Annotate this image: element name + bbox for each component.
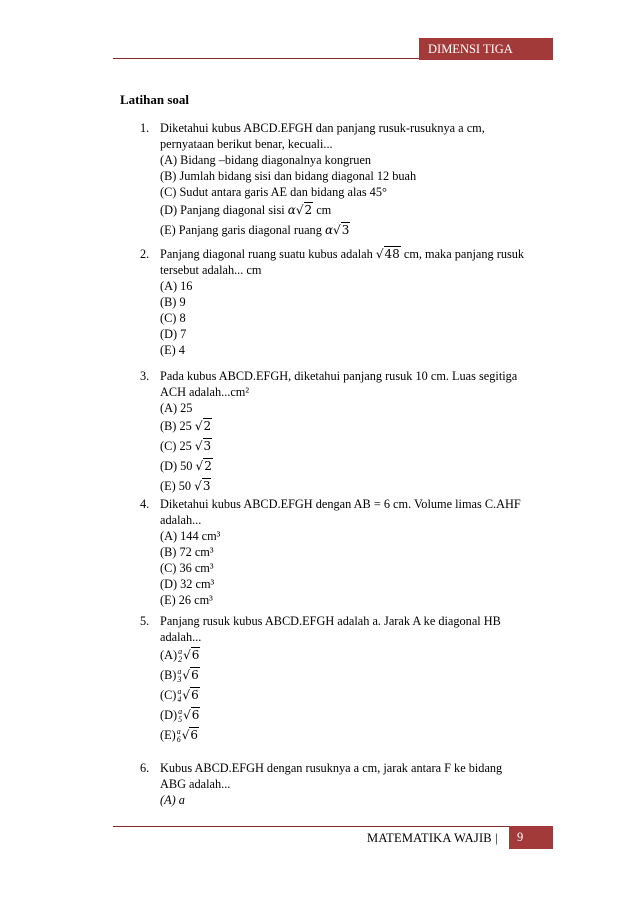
sqrt-symbol: √6	[182, 688, 199, 702]
option-text: (D)	[160, 708, 178, 722]
option: (A) Bidang –bidang diagonalnya kongruen	[160, 153, 372, 167]
option: (B) Jumlah bidang sisi dan bidang diagonal 12 buah	[160, 169, 417, 183]
option: (C) 36 cm³	[160, 561, 214, 575]
fraction-denominator: 5	[178, 715, 183, 725]
fraction	[178, 648, 182, 664]
option: (B) 72 cm³	[160, 545, 214, 559]
option: (E) 4	[160, 343, 185, 357]
fraction	[177, 688, 181, 704]
radicand: 6	[191, 668, 199, 682]
option	[160, 645, 550, 665]
option-text: (E) 50	[160, 479, 192, 493]
option-list	[160, 528, 550, 608]
stem-line: adalah...	[160, 630, 202, 644]
question-stem	[160, 496, 550, 528]
math-variable: α	[287, 203, 296, 217]
option	[160, 436, 550, 456]
option: (B) 9	[160, 295, 186, 309]
radicand: 6	[190, 728, 198, 742]
sqrt-symbol: √6	[182, 668, 199, 682]
option-text: (C) 25	[160, 439, 192, 453]
stem-line: ABG adalah...	[160, 777, 231, 791]
section-title: Latihan soal	[120, 92, 189, 107]
question-1	[120, 120, 550, 240]
question-number: 2.	[140, 247, 150, 261]
radicand: 6	[191, 708, 200, 722]
option: (D) 32 cm³	[160, 577, 215, 591]
option-text: (B)	[160, 668, 177, 682]
math-variable: α	[324, 223, 334, 237]
question-stem	[160, 613, 550, 645]
question-stem	[160, 120, 550, 152]
unit-text: cm	[316, 203, 332, 217]
stem-line	[160, 246, 550, 262]
radicand: 2	[204, 459, 212, 473]
sqrt-symbol: √2	[195, 459, 212, 473]
header-rule	[113, 58, 419, 59]
question-number: 3.	[140, 369, 150, 383]
option-text: (A)	[160, 648, 178, 662]
option-text: (D) Panjang diagonal sisi	[160, 203, 285, 217]
page-number: 9	[509, 826, 553, 849]
option	[160, 456, 550, 476]
stem-line: adalah...	[160, 513, 202, 527]
sqrt-symbol: √6	[181, 728, 198, 742]
sqrt-symbol: √3	[194, 479, 211, 493]
option-list	[160, 792, 550, 808]
question-number: 1.	[140, 121, 150, 135]
radicand: 3	[341, 223, 350, 237]
option-text: (E) Panjang garis diagonal ruang	[160, 223, 322, 237]
option-text: (B) 25	[160, 419, 192, 433]
sqrt-symbol: √6	[183, 708, 200, 722]
option	[160, 705, 550, 725]
sqrt-symbol: √6	[183, 648, 200, 662]
question-stem	[160, 760, 550, 792]
sqrt-symbol: √3	[194, 439, 212, 453]
radicand: 48	[384, 247, 400, 261]
stem-line: Diketahui kubus ABCD.EFGH dengan AB = 6 cm. Volume limas C.AHF	[160, 497, 521, 511]
question-number: 6.	[140, 761, 150, 775]
fraction-numerator: a	[176, 727, 181, 737]
question-stem	[160, 368, 550, 400]
radicand: 2	[304, 203, 313, 217]
option	[160, 725, 550, 745]
radicand: 6	[191, 648, 200, 662]
question-stem	[160, 246, 550, 278]
option-list	[160, 278, 550, 358]
sqrt-symbol: √2	[194, 419, 212, 433]
option: (E) 26 cm³	[160, 593, 213, 607]
stem-text: Panjang diagonal ruang suatu kubus adalah	[160, 247, 373, 261]
option: (A) 16	[160, 279, 193, 293]
radicand: 2	[203, 419, 212, 433]
stem-line: Diketahui kubus ABCD.EFGH dan panjang rusuk-rusuknya a cm,	[160, 121, 485, 135]
option: (D) 7	[160, 327, 187, 341]
option	[160, 200, 550, 220]
option: (C) Sudut antara garis AE dan bidang alas 45°	[160, 185, 387, 199]
stem-line: Pada kubus ABCD.EFGH, diketahui panjang rusuk 10 cm. Luas segitiga	[160, 369, 518, 383]
fraction-numerator: a	[178, 647, 183, 657]
option-list	[160, 400, 550, 496]
radicand: 3	[202, 479, 211, 493]
stem-line: pernyataan berikut benar, kecuali...	[160, 137, 333, 151]
option-text: (D) 50	[160, 459, 193, 473]
option	[160, 665, 550, 685]
option-list	[160, 152, 550, 240]
option	[160, 685, 550, 705]
sqrt-symbol: √3	[333, 223, 350, 237]
fraction-denominator: 6	[176, 735, 181, 745]
stem-text: cm, maka panjang rusuk	[403, 247, 525, 261]
question-number: 4.	[140, 497, 150, 511]
option-text: (E)	[160, 728, 176, 742]
fraction-numerator: a	[177, 687, 182, 697]
stem-line: Kubus ABCD.EFGH dengan rusuknya a cm, jarak antara F ke bidang	[160, 761, 503, 775]
fraction-numerator: a	[178, 707, 183, 717]
option-text: (C)	[160, 688, 177, 702]
footer-label: MATEMATIKA WAJIB |	[367, 831, 498, 845]
fraction	[177, 728, 181, 744]
option-list	[160, 645, 550, 745]
header-title: DIMENSI TIGA	[419, 38, 553, 60]
fraction	[177, 668, 181, 684]
question-6	[120, 760, 550, 808]
fraction-numerator: a	[177, 667, 182, 677]
fraction-denominator: 4	[177, 695, 182, 705]
stem-line: ACH adalah...cm²	[160, 385, 250, 399]
stem-line: Panjang rusuk kubus ABCD.EFGH adalah a. Jarak A ke diagonal HB	[160, 614, 501, 628]
option	[160, 416, 550, 436]
footer-rule	[113, 826, 509, 827]
question-5	[120, 613, 550, 745]
fraction-denominator: 2	[178, 655, 183, 665]
question-2	[120, 246, 550, 358]
option: (A) a	[160, 793, 185, 807]
question-3	[120, 368, 550, 496]
fraction-denominator: 3	[177, 675, 182, 685]
option	[160, 476, 550, 496]
sqrt-symbol: √2	[295, 203, 313, 217]
sqrt-symbol: √48	[375, 247, 400, 261]
fraction	[178, 708, 182, 724]
option	[160, 220, 550, 240]
question-number: 5.	[140, 614, 150, 628]
radicand: 3	[203, 439, 212, 453]
option: (C) 8	[160, 311, 186, 325]
option: (A) 144 cm³	[160, 529, 221, 543]
option: (A) 25	[160, 401, 193, 415]
radicand: 6	[191, 688, 199, 702]
question-4	[120, 496, 550, 608]
stem-line: tersebut adalah... cm	[160, 263, 262, 277]
